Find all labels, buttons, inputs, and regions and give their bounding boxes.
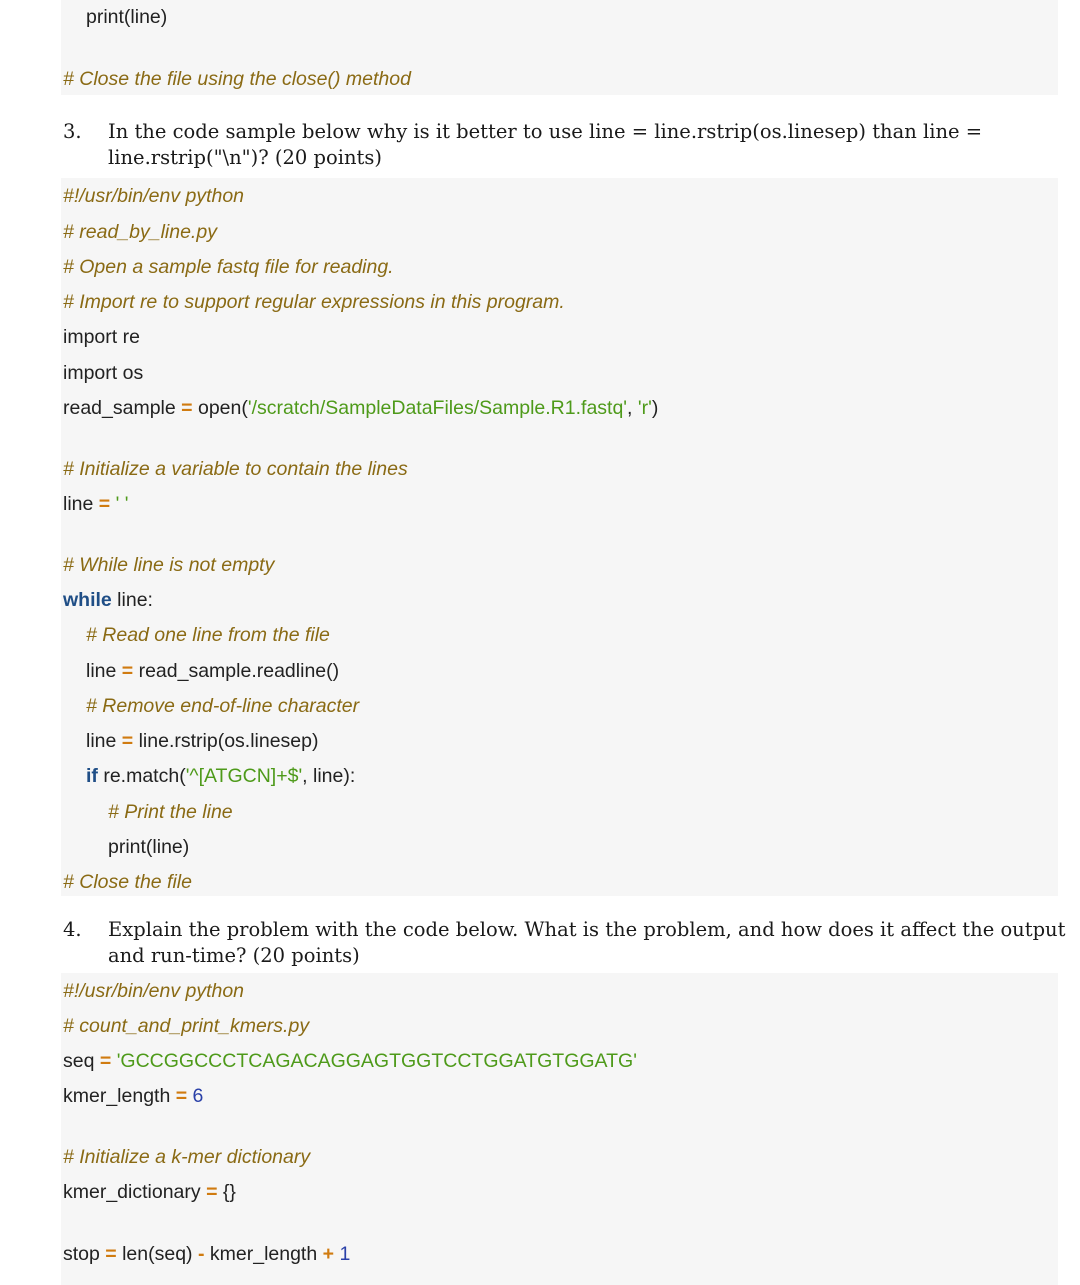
- question-text: In the code sample below why is it better to use line = line.rstrip(os.linesep) than line = line.rstrip("\n")? (20 points): [108, 120, 983, 169]
- code-number: 6: [192, 1085, 204, 1107]
- code-line: [63, 1084, 203, 1108]
- code-string: 'r': [637, 397, 652, 419]
- code-comment: # count_and_print_kmers.py: [63, 1015, 310, 1037]
- code-token: seq: [63, 1050, 95, 1072]
- question-text: Explain the problem with the code below. What is the problem, and how does it affect the output and run-time? (20 points): [108, 918, 1066, 967]
- code-token: ): [651, 397, 659, 419]
- code-line: print(line): [86, 6, 168, 28]
- code-token: ,: [627, 397, 638, 419]
- question-number: 3.: [63, 120, 82, 143]
- code-line: import os: [63, 362, 144, 384]
- code-comment: # Print the line: [108, 801, 233, 823]
- code-line: print(line): [108, 836, 190, 858]
- code-token: kmer_length: [63, 1085, 171, 1107]
- code-comment: # Open a sample fastq file for reading.: [63, 256, 394, 278]
- question-number: 4.: [63, 918, 82, 941]
- code-comment: #!/usr/bin/env python: [63, 980, 245, 1002]
- code-comment: # Read one line from the file: [86, 624, 330, 646]
- code-token: , line):: [302, 765, 356, 787]
- code-token: stop: [63, 1243, 100, 1265]
- code-line: [86, 659, 339, 683]
- code-string: ' ': [115, 493, 129, 515]
- code-token: line: [86, 660, 117, 682]
- code-operator: =: [181, 397, 193, 419]
- code-token: {}: [222, 1181, 236, 1203]
- code-line: [86, 729, 319, 753]
- code-token: line:: [111, 589, 153, 611]
- code-line: [86, 764, 355, 788]
- code-comment: # Initialize a k-mer dictionary: [63, 1146, 311, 1168]
- code-token: kmer_dictionary: [63, 1181, 201, 1203]
- code-comment: #!/usr/bin/env python: [63, 185, 245, 207]
- code-token: kmer_length: [209, 1243, 318, 1265]
- code-operator: =: [175, 1085, 188, 1107]
- code-comment: # Import re to support regular expressions in this program.: [63, 291, 565, 313]
- code-line: [63, 1180, 236, 1204]
- code-comment: # Close the file: [63, 871, 192, 893]
- code-comment: # Initialize a variable to contain the lines: [63, 458, 408, 480]
- code-token: line: [86, 730, 117, 752]
- code-operator: =: [99, 1050, 112, 1072]
- code-comment: # read_by_line.py: [63, 221, 217, 243]
- code-line: [63, 588, 153, 612]
- code-string: 'GCCGGCCCTCAGACAGGAGTGGTCCTGGATGTGGATG': [116, 1050, 637, 1072]
- code-token: read_sample.readline(): [138, 660, 340, 682]
- code-line: [63, 396, 658, 420]
- code-operator: =: [105, 1243, 117, 1265]
- code-token: line.rstrip(os.linesep): [138, 730, 319, 752]
- code-comment: # Close the file using the close() method: [63, 68, 411, 90]
- code-line: import re: [63, 326, 140, 348]
- code-string: '^[ATGCN]+$': [185, 765, 303, 787]
- code-comment: # While line is not empty: [63, 554, 275, 576]
- code-operator: +: [322, 1243, 335, 1265]
- code-block-3: [61, 178, 1058, 896]
- code-operator: =: [121, 730, 134, 752]
- code-keyword: if: [86, 765, 98, 787]
- code-string: '/scratch/SampleDataFiles/Sample.R1.fastq': [247, 397, 628, 419]
- code-keyword: while: [63, 589, 112, 611]
- code-token: line: [63, 493, 94, 515]
- code-comment: # Remove end-of-line character: [86, 695, 360, 717]
- code-line: [63, 1049, 637, 1073]
- code-line: [63, 1242, 350, 1266]
- code-operator: -: [197, 1243, 205, 1265]
- code-operator: =: [206, 1181, 218, 1203]
- code-token: len(seq): [122, 1243, 193, 1265]
- code-operator: =: [121, 660, 134, 682]
- code-token: open(: [197, 397, 248, 419]
- code-number: 1: [339, 1243, 351, 1265]
- code-token: read_sample: [63, 397, 176, 419]
- code-token: re.match(: [97, 765, 186, 787]
- code-line: [63, 492, 128, 516]
- code-operator: =: [98, 493, 111, 515]
